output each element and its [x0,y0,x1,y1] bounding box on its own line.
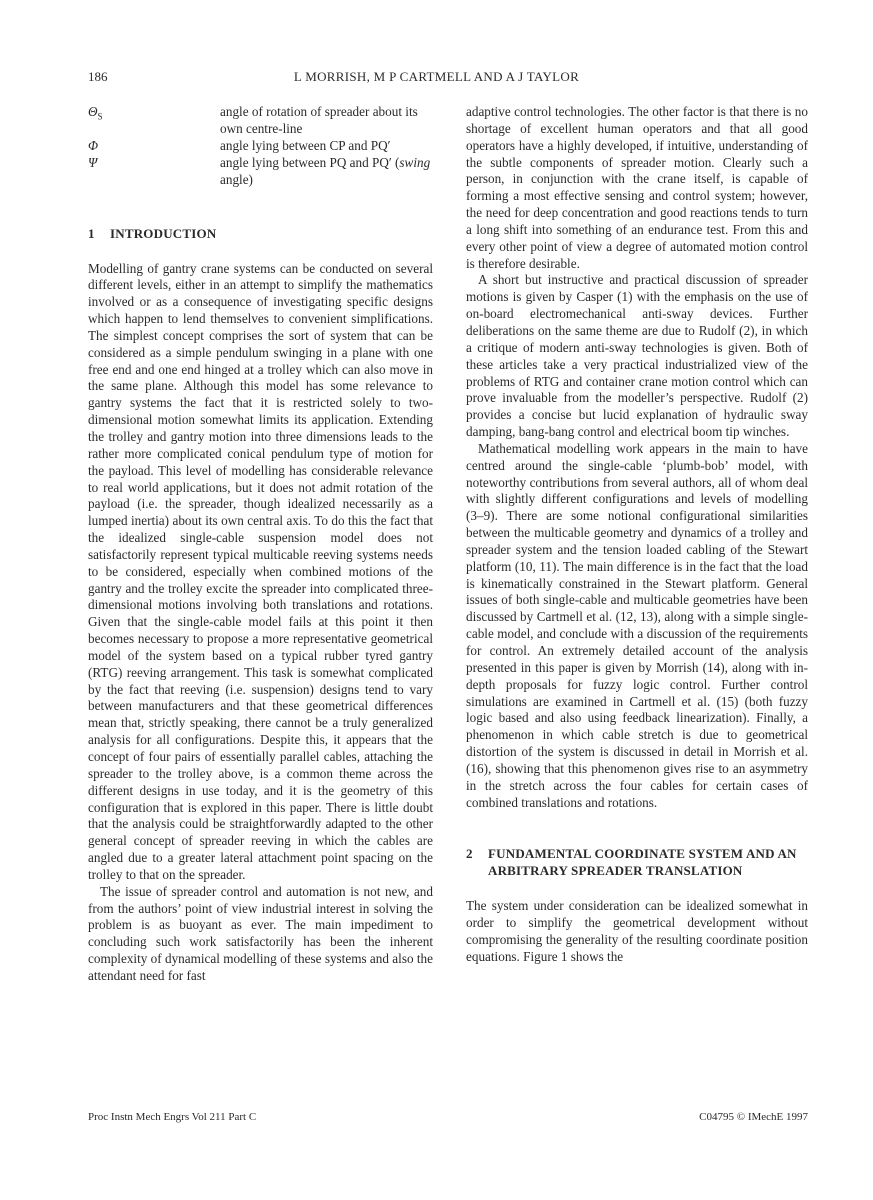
left-column [88,104,433,985]
section-title: INTRODUCTION [110,225,217,241]
nomenclature-list [88,104,433,189]
footer-journal: Proc Instn Mech Engrs Vol 211 Part C [88,1111,257,1123]
nomenclature-definition: angle lying between CP and PQ′ [220,137,391,153]
running-head: L MORRISH, M P CARTMELL AND A J TAYLOR [293,69,580,84]
nomenclature-symbol: $\Theta_S$ [88,104,103,122]
body-paragraph: Modelling of gantry crane systems can be conducted on several different levels, either in an attempt to simplify the mathematics involved or as a consequence of investigating specific designs which happen to lend themselves to convenient simplifications. The simplest concept comprises the sort of system that can be considered as a simple pendulum swinging in a plane with one free end and one end hinged at a trolley which can also move in the same plane. Although this model has some relevance to gantry systems the fact that it is restricted solely to two-dimensional motion somewhat limits its application. Extending the trolley and gantry motion into three dimensions leads to the rather more complicated conical pendulum type of motion for the payload. This level of modelling has considerable relevance to real world applications, but it does not admit rotation of the payload (i.e. the spreader, though idealized necessarily as a lumped inertia) about its own central axis. To do this the fact that the idealized single-cable suspension model does not satisfactorily represent typical multicable reeving systems needs to be considered, especially when combined motions of the gantry and the trolley excite the spreader into complicated three-dimensional motions involving both translations and rotations. Given that the single-cable model fails at this point it then becomes necessary to propose a more representative geometrical model of the system based on a typical rubber tyred gantry (RTG) reeving arrangement. This task is somewhat complicated by the fact that reeving (i.e. suspension) designs tend to vary between manufacturers and that these geometrical differences mean that, strictly speaking, there cannot be a truly generalized analysis for all configurations. Despite this, it appears that the concept of four pairs of essentially parallel cables, attaching the spreader to the trolley above, is a common theme across the different designs in use today, and it is the geometry of this configuration that is explored in this paper. There is little doubt that the analysis could be straightforwardly adapted to the other general concept of spreader reeving in which the cables are angled due to a greater lateral attachment point spacing on the trolley to that on the spreader. [88,260,433,882]
body-paragraph: The issue of spreader control and automation is not new, and from the authors’ point of view industrial interest in solving the problem is as buoyant as ever. The main impediment to concluding such work satisfactorily has been the inherent complexity of dynamical modelling of these systems and also the attendant need for fast [88,883,433,983]
section-1-heading [88,225,433,242]
right-column [466,104,808,966]
footer-copyright: C04795 © IMechE 1997 [699,1111,808,1123]
page-number: 186 [88,69,108,84]
section-number: 2 [466,846,473,862]
section-2-heading [466,845,808,879]
nomenclature-definition: angle of rotation of spreader about its own centre-line [220,104,418,136]
section-title: FUNDAMENTAL COORDINATE SYSTEM AND AN ARBITRARY SPREADER TRANSLATION [488,846,797,879]
body-paragraph: adaptive control technologies. The other factor is that there is no shortage of excellent human operators and that all good operators have a highly developed, if intuitive, understanding of the subtle components of spreader motion. Clearly such a person, in conjunction with the crane itself, is capable of forming a most effective sensing and control system; however, the need for deep concentration and good reactions tends to turn a long shift into something of an endurance test. From this and every other point of view a degree of automated motion control is therefore desirable. [466,104,808,271]
body-paragraph: A short but instructive and practical discussion of spreader motions is given by Casper (1) with the emphasis on the use of on-board electromechanical anti-sway devices. Further deliberations on the same theme are due to Rudolf (2), in which a critique of modern anti-sway technologies is given. Both of these articles take a very practical industrialized view of the problems of RTG and container crane motion control which can prove invaluable from the modeller’s perspective. Rudolf (2) provides a concise but lucid explanation of hydraulic sway damping, bang-bang control and electrical boom tip winches. [466,272,808,440]
nomenclature-symbol: Ψ [88,154,98,170]
body-paragraph: The system under consideration can be idealized somewhat in order to simplify the geometrical development without compromising the generality of the resulting coordinate position equations. Figure 1 shows the [466,898,808,964]
section-number: 1 [88,225,95,241]
nomenclature-definition: angle lying between PQ and PQ′ (swing angle) [220,154,431,187]
body-paragraph: Mathematical modelling work appears in the main to have centred around the single-cable ‘plumb-bob’ model, with noteworthy contributions from several authors, all of whom deal with slightly different configurations and levels of modelling (3–9). There are some notional configurational similarities between the multicable geometry and dynamics of a trolley and spreader system and the tension loaded cabling of the Stewart platform (10, 11). The main difference is in the fact that the load is kinematically constrained in the Stewart platform. General issues of both single-cable and multicable geometries have been discussed by Cartmell et al. (12, 13), along with a simple single-cable model, and conclude with a discussion of the requirements for control. An extremely detailed account of the analysis presented in this paper is given by Morrish (14), along with in-depth proposals for fuzzy logic control. Further control simulations are examined in Cartmell et al. (15) (both fuzzy logic based and also using feedback linearization). Finally, a phenomenon in which cable stretch is due to geometrical distortion of the system is discussed in detail in Morrish et al. (16), showing that this phenomenon gives rise to an asymmetry in the stretch across the four cables for certain cases of combined translations and rotations. [466,440,808,810]
nomenclature-symbol: Φ [88,137,99,153]
